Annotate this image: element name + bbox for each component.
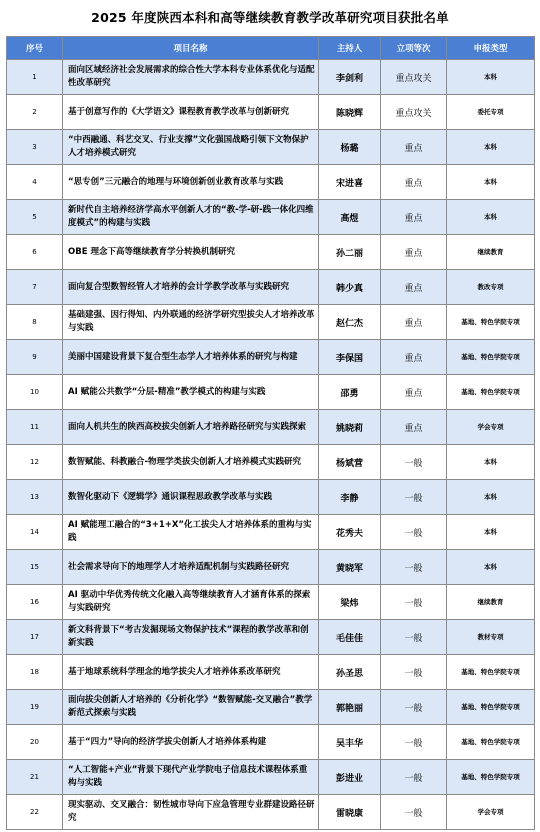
- cell-level: 一般: [381, 585, 447, 620]
- cell-level: 重点攻关: [381, 60, 447, 95]
- cell-number: 16: [7, 585, 63, 620]
- project-table: [6, 36, 535, 830]
- cell-host: 邵勇: [319, 375, 381, 410]
- cell-host: 韩少真: [319, 270, 381, 305]
- cell-number: 13: [7, 480, 63, 515]
- cell-host: 赵仁杰: [319, 305, 381, 340]
- cell-project-name: 新文科背景下“考古发掘现场文物保护技术”课程的教学改革和创新实践: [63, 620, 319, 655]
- cell-host: 陈晓辉: [319, 95, 381, 130]
- cell-level: 一般: [381, 445, 447, 480]
- cell-type: 本科: [447, 60, 535, 95]
- cell-project-name: AI 赋能公共数学“分层-精准”教学模式的构建与实践: [63, 375, 319, 410]
- cell-host: 毛佳佳: [319, 620, 381, 655]
- table-row: [7, 585, 535, 620]
- cell-type: 基地、特色学院专项: [447, 655, 535, 690]
- cell-number: 10: [7, 375, 63, 410]
- header-person: 主持人: [319, 37, 381, 60]
- cell-host: 黄晓军: [319, 550, 381, 585]
- table-row: [7, 760, 535, 795]
- table-row: [7, 305, 535, 340]
- cell-project-name: 现实驱动、交叉融合：韧性城市导向下应急管理专业群建设路径研究: [63, 795, 319, 830]
- cell-host: 杨璐: [319, 130, 381, 165]
- cell-level: 重点: [381, 340, 447, 375]
- cell-project-name: OBE 理念下高等继续教育学分转换机制研究: [63, 235, 319, 270]
- table-row: [7, 725, 535, 760]
- cell-type: 本科: [447, 515, 535, 550]
- table-row: [7, 620, 535, 655]
- cell-type: 学会专项: [447, 795, 535, 830]
- cell-number: 12: [7, 445, 63, 480]
- table-row: [7, 95, 535, 130]
- cell-type: 本科: [447, 480, 535, 515]
- cell-host: 彭进业: [319, 760, 381, 795]
- cell-project-name: “中西融通、科艺交叉、行业支撑”文化强国战略引领下文物保护人才培养模式研究: [63, 130, 319, 165]
- cell-type: 本科: [447, 200, 535, 235]
- cell-host: 宋进喜: [319, 165, 381, 200]
- cell-host: 李保国: [319, 340, 381, 375]
- cell-level: 一般: [381, 515, 447, 550]
- cell-level: 重点: [381, 270, 447, 305]
- cell-number: 19: [7, 690, 63, 725]
- cell-host: 孙二丽: [319, 235, 381, 270]
- table-row: [7, 655, 535, 690]
- cell-level: 一般: [381, 550, 447, 585]
- cell-type: 委托专项: [447, 95, 535, 130]
- table-row: [7, 270, 535, 305]
- cell-level: 一般: [381, 620, 447, 655]
- cell-number: 21: [7, 760, 63, 795]
- table-row: [7, 130, 535, 165]
- cell-level: 一般: [381, 655, 447, 690]
- table-row: [7, 60, 535, 95]
- cell-host: 李剑利: [319, 60, 381, 95]
- cell-number: 18: [7, 655, 63, 690]
- cell-type: 基地、特色学院专项: [447, 725, 535, 760]
- cell-type: 基地、特色学院专项: [447, 305, 535, 340]
- cell-level: 重点: [381, 165, 447, 200]
- cell-level: 重点: [381, 235, 447, 270]
- cell-host: 李静: [319, 480, 381, 515]
- cell-number: 20: [7, 725, 63, 760]
- cell-number: 14: [7, 515, 63, 550]
- cell-number: 6: [7, 235, 63, 270]
- cell-host: 花秀夫: [319, 515, 381, 550]
- cell-number: 17: [7, 620, 63, 655]
- cell-project-name: “思专创”三元融合的地理与环境创新创业教育改革与实践: [63, 165, 319, 200]
- cell-number: 1: [7, 60, 63, 95]
- cell-project-name: 面向区域经济社会发展需求的综合性大学本科专业体系优化与适配性改革研究: [63, 60, 319, 95]
- cell-level: 一般: [381, 480, 447, 515]
- cell-level: 重点: [381, 375, 447, 410]
- cell-number: 9: [7, 340, 63, 375]
- cell-project-name: 基于“四力”导向的经济学拔尖创新人才培养体系构建: [63, 725, 319, 760]
- cell-number: 15: [7, 550, 63, 585]
- header-name: 项目名称: [63, 37, 319, 60]
- cell-host: 高煜: [319, 200, 381, 235]
- table-row: [7, 410, 535, 445]
- cell-project-name: 数智赋能、科教融合-物理学类拔尖创新人才培养模式实践研究: [63, 445, 319, 480]
- cell-project-name: 美丽中国建设背景下复合型生态学人才培养体系的研究与构建: [63, 340, 319, 375]
- cell-level: 一般: [381, 760, 447, 795]
- cell-type: 继续教育: [447, 235, 535, 270]
- table-row: [7, 165, 535, 200]
- cell-project-name: 面向人机共生的陕西高校拔尖创新人才培养路径研究与实践探索: [63, 410, 319, 445]
- cell-number: 8: [7, 305, 63, 340]
- cell-project-name: 面向复合型数智经管人才培养的会计学教学改革与实践研究: [63, 270, 319, 305]
- table-row: [7, 445, 535, 480]
- cell-type: 本科: [447, 550, 535, 585]
- cell-host: 雷晓康: [319, 795, 381, 830]
- cell-project-name: 社会需求导向下的地理学人才培养适配机制与实践路径研究: [63, 550, 319, 585]
- cell-type: 教材专项: [447, 620, 535, 655]
- table-row: [7, 550, 535, 585]
- cell-project-name: AI 赋能理工融合的“3+1+X”化工拔尖人才培养体系的重构与实践: [63, 515, 319, 550]
- cell-type: 基地、特色学院专项: [447, 375, 535, 410]
- table-row: [7, 515, 535, 550]
- table-row: [7, 690, 535, 725]
- cell-level: 重点: [381, 410, 447, 445]
- table-header-row: [7, 37, 535, 60]
- cell-type: 教改专项: [447, 270, 535, 305]
- cell-project-name: 基础建强、因行得知、内外联通的经济学研究型拔尖人才培养改革与实践: [63, 305, 319, 340]
- cell-number: 3: [7, 130, 63, 165]
- cell-host: 杨斌营: [319, 445, 381, 480]
- cell-level: 重点: [381, 200, 447, 235]
- table-row: [7, 235, 535, 270]
- cell-level: 一般: [381, 725, 447, 760]
- cell-number: 7: [7, 270, 63, 305]
- cell-host: 姚晓莉: [319, 410, 381, 445]
- cell-host: 郭艳丽: [319, 690, 381, 725]
- cell-level: 一般: [381, 690, 447, 725]
- cell-number: 11: [7, 410, 63, 445]
- cell-type: 基地、特色学院专项: [447, 760, 535, 795]
- document-title: 2025 年度陕西本科和高等继续教育教学改革研究项目获批名单: [91, 10, 449, 25]
- cell-number: 5: [7, 200, 63, 235]
- cell-project-name: 基于地球系统科学理念的地学拔尖人才培养体系改革研究: [63, 655, 319, 690]
- table-row: [7, 480, 535, 515]
- cell-number: 2: [7, 95, 63, 130]
- table-row: [7, 340, 535, 375]
- cell-project-name: 面向拔尖创新人才培养的《分析化学》“数智赋能-交叉融合”教学新范式探索与实践: [63, 690, 319, 725]
- header-no: 序号: [7, 37, 63, 60]
- cell-type: 本科: [447, 130, 535, 165]
- cell-type: 本科: [447, 445, 535, 480]
- cell-project-name: 基于创意写作的《大学语文》课程教育教学改革与创新研究: [63, 95, 319, 130]
- cell-project-name: AI 驱动中华优秀传统文化融入高等继续教育人才涵育体系的探索与实践研究: [63, 585, 319, 620]
- header-type: 申报类型: [447, 37, 535, 60]
- cell-number: 22: [7, 795, 63, 830]
- table-body: [7, 60, 535, 830]
- cell-project-name: 数智化驱动下《逻辑学》通识课程思政教学改革与实践: [63, 480, 319, 515]
- cell-host: 梁炜: [319, 585, 381, 620]
- cell-type: 继续教育: [447, 585, 535, 620]
- cell-project-name: 新时代自主培养经济学高水平创新人才的“教-学-研-践一体化四维度模式”的构建与实践: [63, 200, 319, 235]
- cell-type: 学会专项: [447, 410, 535, 445]
- table-row: [7, 200, 535, 235]
- cell-host: 吴丰华: [319, 725, 381, 760]
- cell-host: 孙圣思: [319, 655, 381, 690]
- cell-level: 重点攻关: [381, 95, 447, 130]
- cell-type: 基地、特色学院专项: [447, 690, 535, 725]
- cell-type: 基地、特色学院专项: [447, 340, 535, 375]
- cell-level: 一般: [381, 795, 447, 830]
- table-row: [7, 375, 535, 410]
- table-row: [7, 795, 535, 830]
- cell-level: 重点: [381, 305, 447, 340]
- cell-project-name: “人工智能+产业”背景下现代产业学院电子信息技术课程体系重构与实践: [63, 760, 319, 795]
- cell-level: 重点: [381, 130, 447, 165]
- cell-type: 本科: [447, 165, 535, 200]
- header-level: 立项等次: [381, 37, 447, 60]
- cell-number: 4: [7, 165, 63, 200]
